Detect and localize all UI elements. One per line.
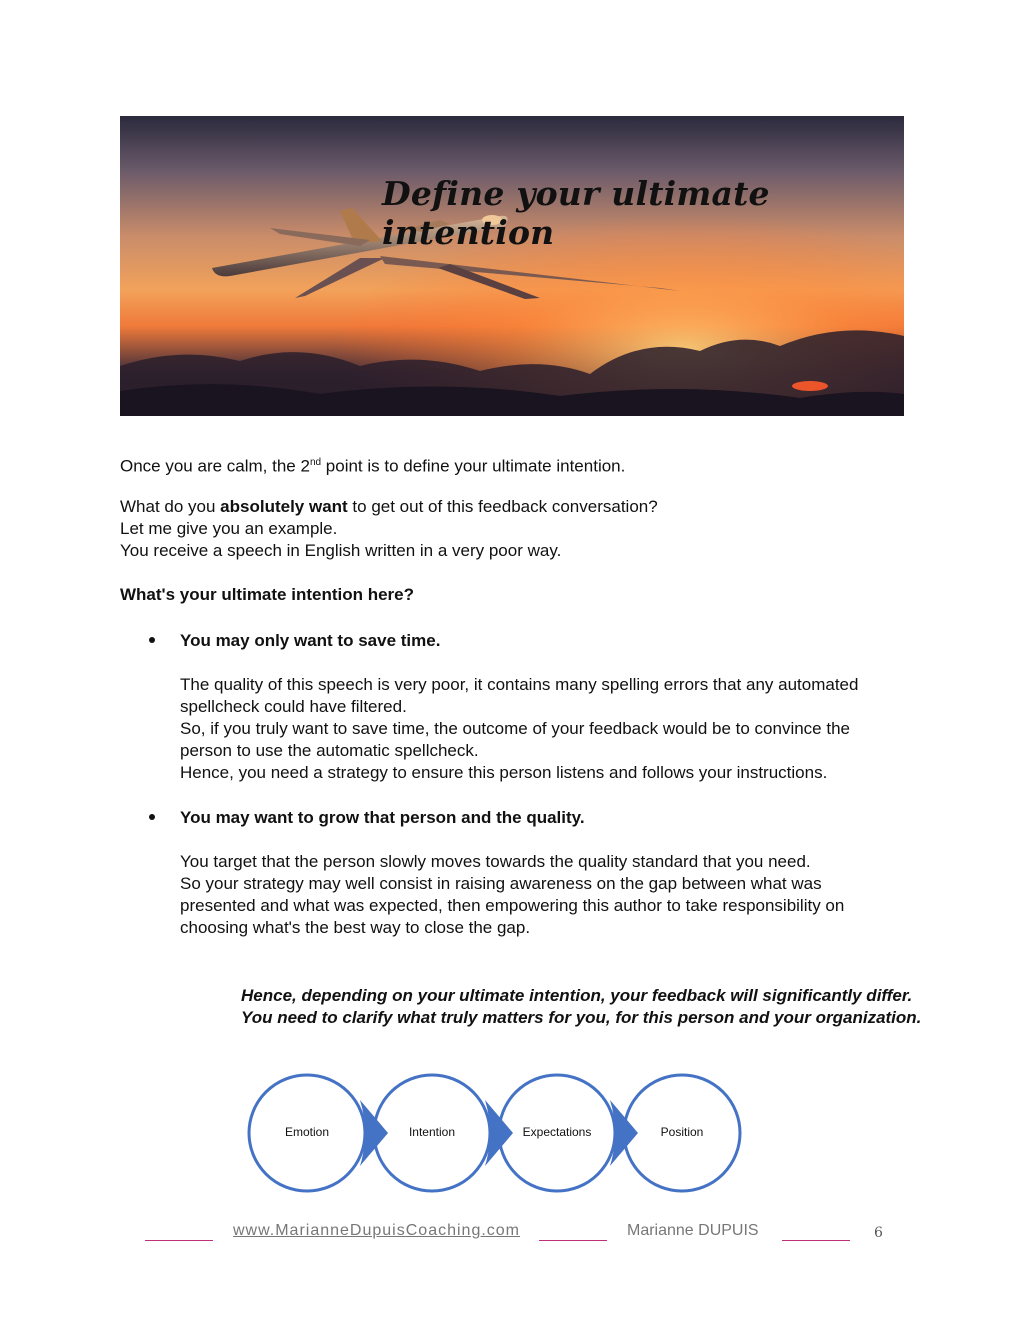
bullet-1-line: The quality of this speech is very poor, it contains many spelling errors that any automated xyxy=(180,675,859,694)
cycle-step-expectations: Expectations xyxy=(522,1125,592,1139)
question-emphasis: absolutely want xyxy=(220,497,348,516)
footer-website-link[interactable] xyxy=(233,1222,520,1240)
cycle-step-position: Position xyxy=(660,1125,704,1139)
bullet-1-line: Hence, you need a strategy to ensure this person listens and follows your instructions. xyxy=(180,763,828,782)
bullet-icon xyxy=(149,637,155,643)
cycle-step-intention: Intention xyxy=(408,1125,456,1139)
bullet-2-line: presented and what was expected, then empowering this author to take responsibility on xyxy=(180,896,845,915)
conclusion-line: Hence, depending on your ultimate intention, your feedback will significantly differ. xyxy=(241,986,913,1005)
page-number: 6 xyxy=(874,1225,883,1241)
bullet-2-line: choosing what's the best way to close the gap. xyxy=(180,918,531,937)
process-cycle-diagram xyxy=(240,1068,750,1198)
website-link-text[interactable]: www.MarianneDupuisCoaching.com xyxy=(233,1222,521,1239)
intro-line-1 xyxy=(120,452,625,478)
footer-divider xyxy=(539,1240,607,1241)
banner-image xyxy=(120,116,904,416)
bullet-2-line: So your strategy may well consist in raising awareness on the gap between what was xyxy=(180,874,822,893)
intro-line-1-text: Once you are calm, the 2 xyxy=(120,456,310,476)
bullet-1-line: person to use the automatic spellcheck. xyxy=(180,741,479,760)
bullet-1-line: spellcheck could have filtered. xyxy=(180,697,407,716)
footer-divider xyxy=(782,1240,850,1241)
cycle-step-emotion: Emotion xyxy=(284,1125,330,1139)
bullet-1-line: So, if you truly want to save time, the outcome of your feedback would be to convince the xyxy=(180,719,850,738)
intro-line-3: Let me give you an example. xyxy=(120,519,338,538)
bullet-icon xyxy=(149,814,155,820)
footer-divider xyxy=(145,1240,213,1241)
section-heading: What's your ultimate intention here? xyxy=(120,585,415,604)
banner-title: Define your ultimate intention xyxy=(382,174,770,252)
footer-author: Marianne DUPUIS xyxy=(627,1222,759,1239)
conclusion-line: You need to clarify what truly matters for you, for this person and your organization. xyxy=(241,1008,922,1027)
airplane-sunset-illustration xyxy=(120,116,904,416)
bullet-2-title: You may want to grow that person and the quality. xyxy=(180,808,585,827)
bullet-2-line: You target that the person slowly moves towards the quality standard that you need. xyxy=(180,852,811,871)
intro-line-1-end: point is to define your ultimate intention. xyxy=(321,456,626,476)
superscript: nd xyxy=(309,457,322,468)
intro-line-4: You receive a speech in English written in a very poor way. xyxy=(120,541,562,560)
intro-question xyxy=(120,496,658,518)
bullet-1-title: You may only want to save time. xyxy=(180,631,441,650)
question-end: to get out of this feedback conversation? xyxy=(347,497,658,516)
question-start: What do you xyxy=(120,497,221,516)
